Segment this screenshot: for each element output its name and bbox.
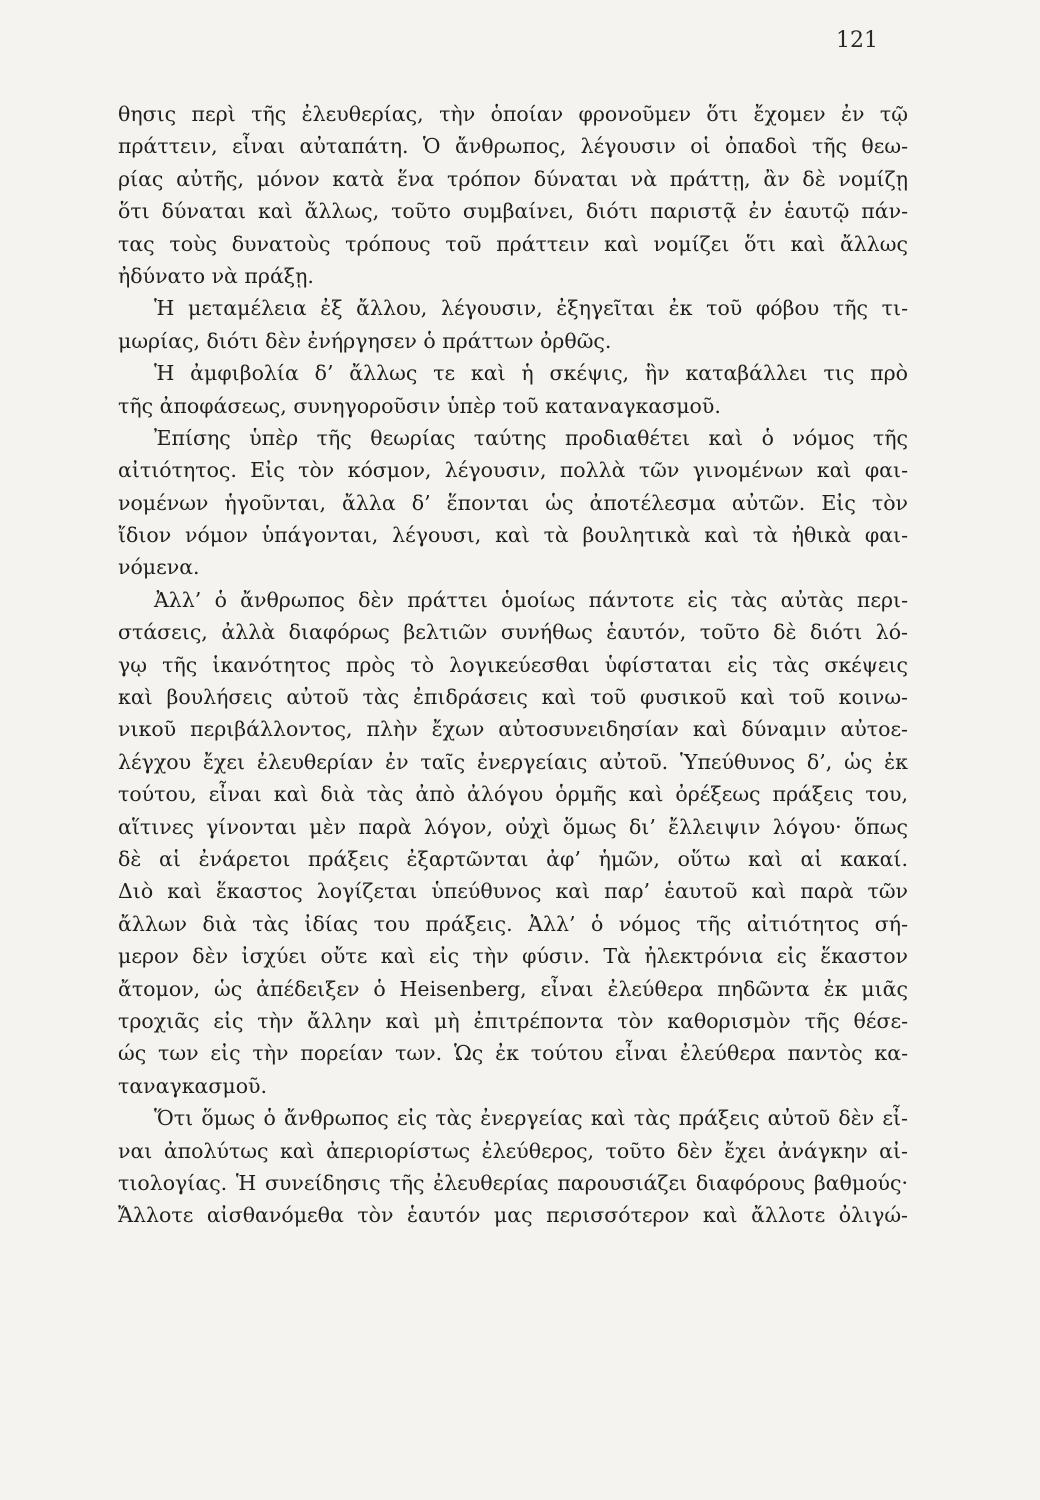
text-line: ὅτι δύναται καὶ ἄλλως, τοῦτο συμβαίνει, διότι παριστᾷ ἐν ἑαυτῷ πάν- [118, 199, 908, 224]
text-line: τούτου, εἶναι καὶ διὰ τὰς ἀπὸ ἀλόγου ὁρμῆς καὶ ὀρέξεως πράξεις του, [118, 782, 908, 807]
text-line: αἰτιότητος. Εἰς τὸν κόσμον, λέγουσιν, πολλὰ τῶν γινομένων καὶ φαι- [118, 458, 908, 483]
text-line: Διὸ καὶ ἕκαστος λογίζεται ὑπεύθυνος καὶ παρ’ ἑαυτοῦ καὶ παρὰ τῶν [118, 879, 908, 904]
text-line: τῆς ἀποφάσεως, συνηγοροῦσιν ὑπὲρ τοῦ καταναγκασμοῦ. [118, 393, 721, 418]
text-line: μερον δὲν ἰσχύει οὔτε καὶ εἰς τὴν φύσιν. Τὰ ἠλεκτρόνια εἰς ἕκαστον [118, 944, 908, 969]
text-line: γῳ τῆς ἱκανότητος πρὸς τὸ λογικεύεσθαι ὑφίσταται εἰς τὰς σκέψεις [118, 652, 908, 677]
text-line: μωρίας, διότι δὲν ἐνήργησεν ὁ πράττων ὀρθῶς. [118, 328, 612, 353]
text-line: ρίας αὐτῆς, μόνον κατὰ ἕνα τρόπον δύναται νὰ πράττῃ, ἂν δὲ νομίζῃ [118, 166, 908, 191]
text-line: ώς των εἰς τὴν πορείαν των. Ὡς ἐκ τούτου εἶναι ἐλεύθερα παντὸς κα- [118, 1041, 908, 1066]
text-line: λέγχου ἔχει ἐλευθερίαν ἐν ταῖς ἐνεργείαις αὐτοῦ. Ὑπεύθυνος δ’, ὡς ἐκ [118, 749, 908, 774]
text-line: Ὅτι ὅμως ὁ ἄνθρωπος εἰς τὰς ἐνεργείας καὶ τὰς πράξεις αὐτοῦ δὲν εἶ- [154, 1106, 908, 1131]
text-line: αἵτινες γίνονται μὲν παρὰ λόγον, οὐχὶ ὅμως δι’ ἔλλειψιν λόγου· ὅπως [118, 814, 908, 839]
text-line: Ἐπίσης ὑπὲρ τῆς θεωρίας ταύτης προδιαθέτει καὶ ὁ νόμος τῆς [154, 425, 908, 450]
text-line: θησις περὶ τῆς ἐλευθερίας, τὴν ὁποίαν φρονοῦμεν ὅτι ἔχομεν ἐν τῷ [118, 102, 908, 126]
text-line: καὶ βουλήσεις αὐτοῦ τὰς ἐπιδράσεις καὶ τοῦ φυσικοῦ καὶ τοῦ κοινω- [118, 685, 908, 710]
text-line: ταναγκασμοῦ. [118, 1073, 268, 1098]
text-line: ἠδύνατο νὰ πράξῃ. [118, 263, 314, 288]
page-number: 121 [836, 28, 878, 53]
body-text [118, 98, 908, 1232]
text-line: ναι ἀπολύτως καὶ ἀπεριορίστως ἐλεύθερος, τοῦτο δὲν ἔχει ἀνάγκην αἰ- [118, 1138, 908, 1163]
text-line: νομένων ἡγοῦνται, ἄλλα δ’ ἕπονται ὡς ἀποτέλεσμα αὐτῶν. Εἰς τὸν [118, 490, 908, 515]
text-line: Ἡ μεταμέλεια ἐξ ἄλλου, λέγουσιν, ἐξηγεῖται ἐκ τοῦ φόβου τῆς τι- [154, 296, 908, 321]
text-line: Ἄλλοτε αἰσθανόμεθα τὸν ἑαυτόν μας περισσότερον καὶ ἄλλοτε ὀλιγώ- [118, 1203, 908, 1228]
text-line: τροχιᾶς εἰς τὴν ἄλλην καὶ μὴ ἐπιτρέποντα τὸν καθορισμὸν τῆς θέσε- [118, 1008, 908, 1033]
text-line: τας τοὺς δυνατοὺς τρόπους τοῦ πράττειν καὶ νομίζει ὅτι καὶ ἄλλως [118, 231, 908, 256]
text-line: Ἀλλ’ ὁ ἄνθρωπος δὲν πράττει ὁμοίως πάντοτε εἰς τὰς αὐτὰς περι- [154, 587, 908, 612]
text-line: δὲ αἱ ἐνάρετοι πράξεις ἐξαρτῶνται ἀφ’ ἡμῶν, οὕτω καὶ αἱ κακαί. [118, 846, 908, 871]
text-line: τιολογίας. Ἡ συνείδησις τῆς ἐλευθερίας παρουσιάζει διαφόρους βαθμούς· [118, 1170, 908, 1195]
text-line: νόμενα. [118, 555, 200, 580]
text-line: ἴδιον νόμον ὑπάγονται, λέγουσι, καὶ τὰ βουλητικὰ καὶ τὰ ἠθικὰ φαι- [118, 523, 908, 548]
text-line: στάσεις, ἀλλὰ διαφόρως βελτιῶν συνήθως ἑαυτόν, τοῦτο δὲ διότι λό- [118, 620, 908, 645]
text-line: νικοῦ περιβάλλοντος, πλὴν ἔχων αὐτοσυνειδησίαν καὶ δύναμιν αὐτοε- [118, 717, 908, 742]
text-line: ἄτομον, ὡς ἀπέδειξεν ὁ Heisenberg, εἶναι ἐλεύθερα πηδῶντα ἐκ μιᾶς [118, 976, 908, 1001]
text-line: ἄλλων διὰ τὰς ἰδίας του πράξεις. Ἀλλ’ ὁ νόμος τῆς αἰτιότητος σή- [118, 911, 908, 936]
text-line: Ἡ ἀμφιβολία δ’ ἄλλως τε καὶ ἡ σκέψις, ἣν καταβάλλει τις πρὸ [154, 361, 908, 386]
text-line: πράττειν, εἶναι αὐταπάτη. Ὁ ἄνθρωπος, λέγουσιν οἱ ὀπαδοὶ τῆς θεω- [118, 134, 908, 159]
